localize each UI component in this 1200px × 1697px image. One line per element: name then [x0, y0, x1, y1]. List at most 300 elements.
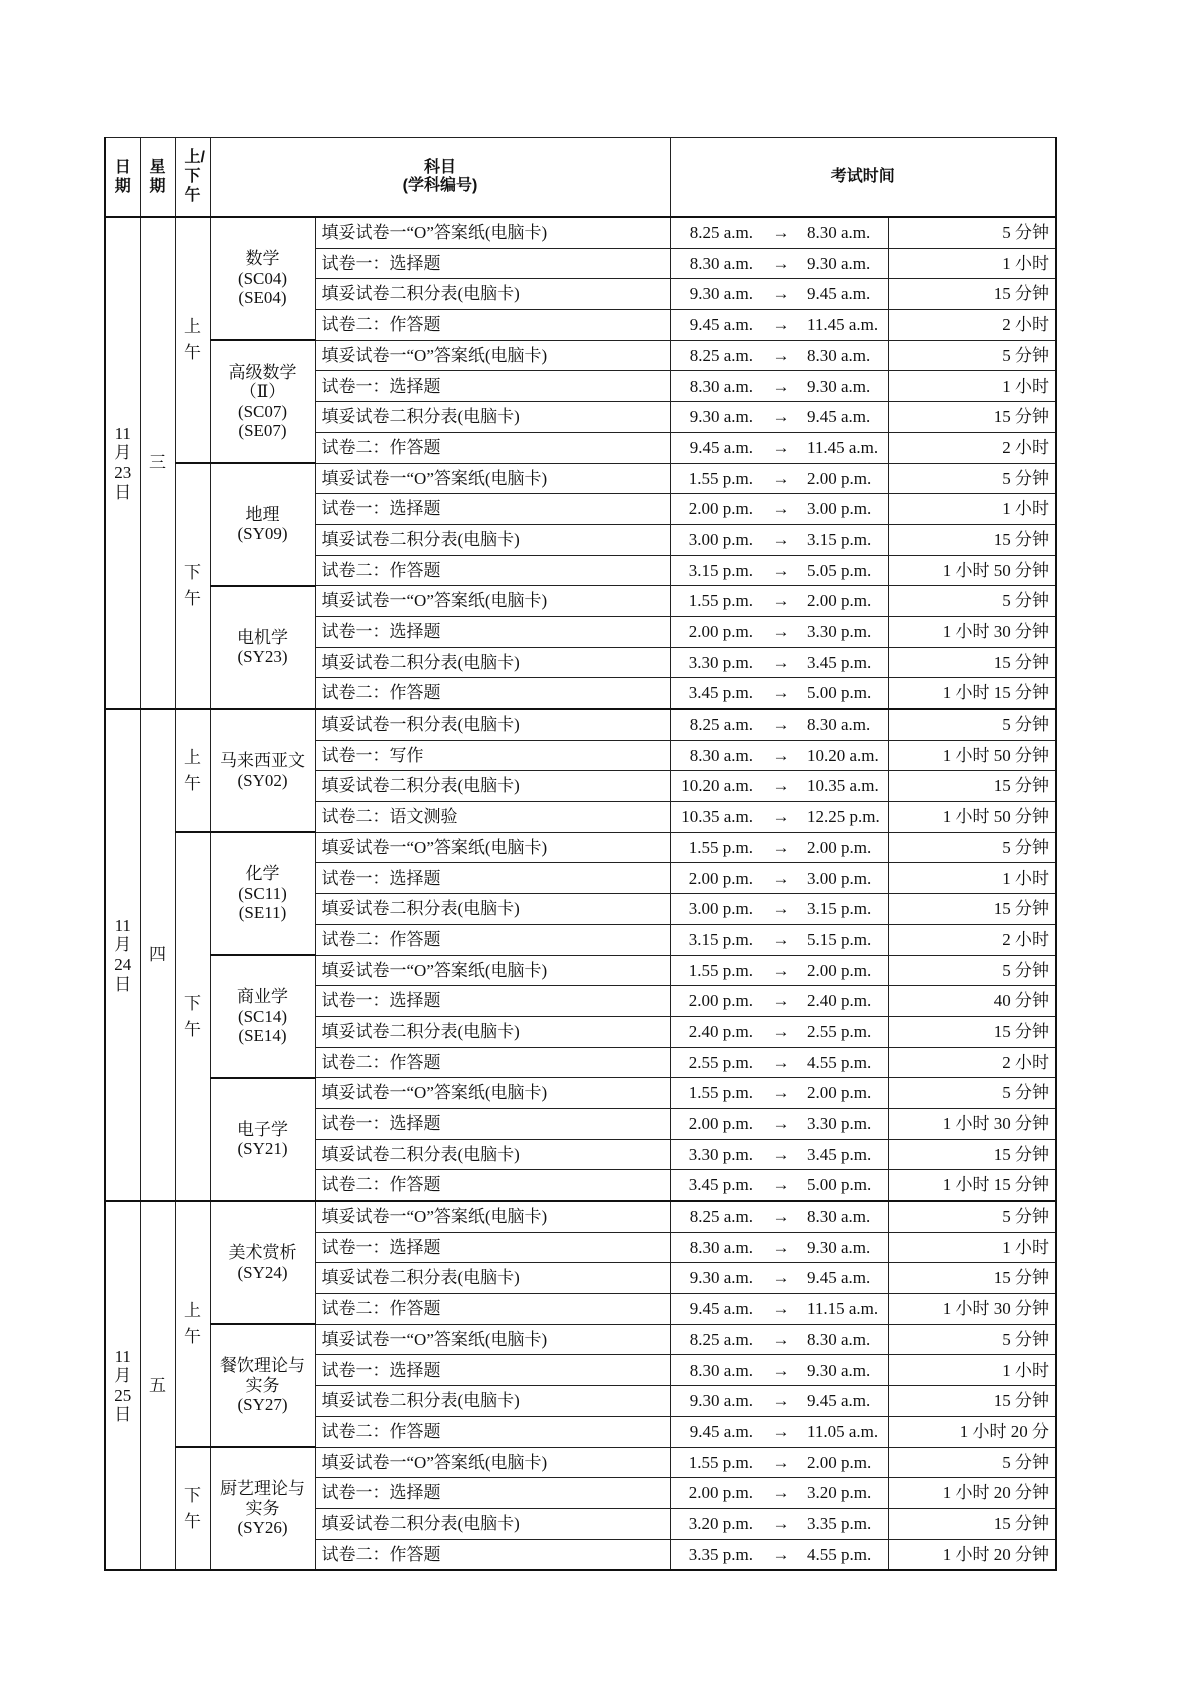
subject-cell-line: 实务	[245, 1375, 280, 1395]
arrow-icon: →	[763, 1201, 799, 1232]
exam-item: 试卷一：选择题	[315, 863, 670, 894]
duration: 1 小时 30 分钟	[888, 616, 1056, 647]
date-cell-line: 日	[114, 482, 132, 502]
end-time: 3.35 p.m.	[799, 1508, 888, 1539]
date-cell-line: 日	[114, 1405, 132, 1425]
start-time: 2.00 p.m.	[670, 494, 763, 525]
weekday-cell-text: 三	[149, 453, 166, 472]
date-cell-line: 24	[114, 955, 132, 974]
start-time: 3.45 p.m.	[670, 678, 763, 709]
end-time: 8.30 a.m.	[799, 217, 888, 248]
subject-cell-line: 高级数学	[228, 362, 297, 382]
end-time: 9.30 a.m.	[799, 371, 888, 402]
start-time: 8.30 a.m.	[670, 248, 763, 279]
exam-item: 填妥试卷二积分表(电脑卡)	[315, 647, 670, 678]
weekday-cell	[140, 709, 175, 1201]
duration: 5 分钟	[888, 1201, 1056, 1232]
duration: 5 分钟	[888, 1324, 1056, 1355]
session-cell	[175, 463, 210, 709]
date-cell-line: 25	[114, 1385, 132, 1405]
subject-cell-line: (SY09)	[237, 524, 288, 544]
table-row	[105, 709, 1056, 740]
end-time: 8.30 a.m.	[799, 340, 888, 371]
end-time: 8.30 a.m.	[799, 709, 888, 740]
exam-item: 试卷二：作答题	[315, 1170, 670, 1201]
end-time: 2.00 p.m.	[799, 1447, 888, 1478]
arrow-icon: →	[763, 1263, 799, 1294]
subject-cell-line: （Ⅱ）	[239, 382, 286, 402]
subject-cell-line: 美术赏析	[228, 1243, 297, 1263]
exam-item: 试卷一：选择题	[315, 494, 670, 525]
duration: 15 分钟	[888, 1139, 1056, 1170]
start-time: 3.35 p.m.	[670, 1539, 763, 1570]
exam-item: 填妥试卷二积分表(电脑卡)	[315, 1386, 670, 1417]
subject-cell-line: (SC11)	[238, 883, 287, 903]
table-row	[105, 1447, 1056, 1478]
subject-cell-line: 电子学	[237, 1119, 288, 1139]
table-body	[105, 217, 1056, 1570]
subject-cell-line: (SY02)	[237, 770, 288, 790]
start-time: 10.35 a.m.	[670, 802, 763, 833]
exam-item: 填妥试卷一“O”答案纸(电脑卡)	[315, 955, 670, 986]
header-date: 日期	[105, 138, 140, 218]
end-time: 9.30 a.m.	[799, 1232, 888, 1263]
arrow-icon: →	[763, 1232, 799, 1263]
start-time: 1.55 p.m.	[670, 1078, 763, 1109]
exam-item: 试卷二：作答题	[315, 1294, 670, 1325]
duration: 40 分钟	[888, 986, 1056, 1017]
arrow-icon: →	[763, 371, 799, 402]
arrow-icon: →	[763, 1078, 799, 1109]
duration: 2 小时	[888, 310, 1056, 341]
arrow-icon: →	[763, 217, 799, 248]
exam-item: 填妥试卷二积分表(电脑卡)	[315, 402, 670, 433]
duration: 15 分钟	[888, 524, 1056, 555]
end-time: 2.00 p.m.	[799, 955, 888, 986]
start-time: 9.45 a.m.	[670, 310, 763, 341]
arrow-icon: →	[763, 832, 799, 863]
table-row	[105, 217, 1056, 248]
arrow-icon: →	[763, 1170, 799, 1201]
duration: 1 小时 20 分	[888, 1416, 1056, 1447]
session-cell-text: 上午	[184, 1301, 201, 1346]
end-time: 5.15 p.m.	[799, 924, 888, 955]
arrow-icon: →	[763, 771, 799, 802]
duration: 1 小时	[888, 248, 1056, 279]
arrow-icon: →	[763, 432, 799, 463]
subject-cell-line: (SC07)	[237, 401, 288, 421]
table-row	[105, 1078, 1056, 1109]
arrow-icon: →	[763, 463, 799, 494]
subject-cell-line: (SE14)	[238, 1026, 287, 1046]
start-time: 1.55 p.m.	[670, 1447, 763, 1478]
session-cell-text: 下午	[184, 563, 201, 608]
arrow-icon: →	[763, 1508, 799, 1539]
table-header	[105, 138, 1056, 218]
arrow-icon: →	[763, 402, 799, 433]
end-time: 3.00 p.m.	[799, 863, 888, 894]
duration: 15 分钟	[888, 402, 1056, 433]
end-time: 3.45 p.m.	[799, 1139, 888, 1170]
exam-item: 试卷二：作答题	[315, 310, 670, 341]
subject-cell	[210, 586, 315, 709]
arrow-icon: →	[763, 310, 799, 341]
subject-cell-line: (SE04)	[238, 288, 287, 308]
subject-cell	[210, 1201, 315, 1324]
end-time: 10.20 a.m.	[799, 740, 888, 771]
arrow-icon: →	[763, 555, 799, 586]
start-time: 1.55 p.m.	[670, 832, 763, 863]
subject-cell-line: (SY27)	[237, 1395, 288, 1415]
end-time: 3.20 p.m.	[799, 1478, 888, 1509]
table-row	[105, 1201, 1056, 1232]
subject-cell	[210, 709, 315, 832]
session-cell	[175, 832, 210, 1201]
exam-item: 试卷二：作答题	[315, 1416, 670, 1447]
subject-cell-line: 电机学	[237, 627, 288, 647]
subject-cell-line: 厨艺理论与	[220, 1479, 305, 1499]
exam-item: 填妥试卷一“O”答案纸(电脑卡)	[315, 1324, 670, 1355]
end-time: 2.00 p.m.	[799, 832, 888, 863]
end-time: 3.30 p.m.	[799, 1108, 888, 1139]
start-time: 2.00 p.m.	[670, 1108, 763, 1139]
weekday-cell	[140, 1201, 175, 1570]
arrow-icon: →	[763, 647, 799, 678]
end-time: 9.45 a.m.	[799, 279, 888, 310]
duration: 1 小时	[888, 371, 1056, 402]
start-time: 9.30 a.m.	[670, 402, 763, 433]
start-time: 1.55 p.m.	[670, 955, 763, 986]
session-cell-text: 下午	[184, 993, 201, 1039]
start-time: 9.30 a.m.	[670, 279, 763, 310]
exam-item: 填妥试卷一“O”答案纸(电脑卡)	[315, 586, 670, 617]
subject-cell	[210, 832, 315, 955]
start-time: 8.25 a.m.	[670, 709, 763, 740]
header-subject-line1: 科目	[424, 158, 457, 176]
date-cell-line: 月	[114, 935, 132, 955]
arrow-icon: →	[763, 586, 799, 617]
arrow-icon: →	[763, 924, 799, 955]
subject-cell-line: 化学	[245, 864, 280, 884]
subject-cell-line: (SY21)	[237, 1139, 288, 1159]
header-subject	[210, 138, 670, 218]
date-cell	[105, 709, 140, 1201]
end-time: 9.45 a.m.	[799, 1386, 888, 1417]
end-time: 11.45 a.m.	[799, 432, 888, 463]
exam-item: 填妥试卷一“O”答案纸(电脑卡)	[315, 1447, 670, 1478]
subject-cell-line: (SC04)	[237, 268, 288, 288]
end-time: 8.30 a.m.	[799, 1201, 888, 1232]
subject-cell	[210, 217, 315, 340]
end-time: 3.30 p.m.	[799, 616, 888, 647]
arrow-icon: →	[763, 1355, 799, 1386]
duration: 2 小时	[888, 432, 1056, 463]
exam-item: 填妥试卷一“O”答案纸(电脑卡)	[315, 217, 670, 248]
subject-cell	[210, 340, 315, 463]
duration: 15 分钟	[888, 894, 1056, 925]
exam-item: 试卷一：选择题	[315, 1478, 670, 1509]
weekday-cell-text: 四	[149, 945, 166, 964]
arrow-icon: →	[763, 1108, 799, 1139]
subject-cell-line: 商业学	[237, 987, 288, 1007]
start-time: 8.30 a.m.	[670, 371, 763, 402]
duration: 5 分钟	[888, 463, 1056, 494]
arrow-icon: →	[763, 1478, 799, 1509]
end-time: 8.30 a.m.	[799, 1324, 888, 1355]
date-cell	[105, 217, 140, 709]
subject-cell	[210, 955, 315, 1078]
duration: 1 小时 20 分钟	[888, 1478, 1056, 1509]
duration: 1 小时 30 分钟	[888, 1108, 1056, 1139]
arrow-icon: →	[763, 1539, 799, 1570]
exam-item: 填妥试卷二积分表(电脑卡)	[315, 771, 670, 802]
subject-cell	[210, 1078, 315, 1201]
exam-item: 试卷一：选择题	[315, 371, 670, 402]
exam-item: 填妥试卷一“O”答案纸(电脑卡)	[315, 1078, 670, 1109]
session-cell	[175, 1201, 210, 1447]
session-cell	[175, 709, 210, 832]
start-time: 3.00 p.m.	[670, 894, 763, 925]
end-time: 9.45 a.m.	[799, 1263, 888, 1294]
arrow-icon: →	[763, 1416, 799, 1447]
start-time: 3.15 p.m.	[670, 924, 763, 955]
end-time: 9.30 a.m.	[799, 1355, 888, 1386]
end-time: 3.45 p.m.	[799, 647, 888, 678]
duration: 5 分钟	[888, 586, 1056, 617]
start-time: 10.20 a.m.	[670, 771, 763, 802]
table-row	[105, 832, 1056, 863]
duration: 5 分钟	[888, 709, 1056, 740]
arrow-icon: →	[763, 1047, 799, 1078]
subject-cell-line: 地理	[245, 504, 280, 524]
start-time: 9.45 a.m.	[670, 1416, 763, 1447]
arrow-icon: →	[763, 709, 799, 740]
end-time: 11.05 a.m.	[799, 1416, 888, 1447]
duration: 15 分钟	[888, 771, 1056, 802]
date-cell-line: 11	[114, 1346, 131, 1366]
start-time: 3.00 p.m.	[670, 524, 763, 555]
arrow-icon: →	[763, 494, 799, 525]
arrow-icon: →	[763, 340, 799, 371]
table-row	[105, 1324, 1056, 1355]
arrow-icon: →	[763, 616, 799, 647]
end-time: 2.40 p.m.	[799, 986, 888, 1017]
exam-item: 试卷一：选择题	[315, 1108, 670, 1139]
header-subject-line2: (学科编号)	[402, 177, 478, 194]
table-row	[105, 463, 1056, 494]
table-row	[105, 955, 1056, 986]
exam-item: 填妥试卷一“O”答案纸(电脑卡)	[315, 463, 670, 494]
start-time: 3.45 p.m.	[670, 1170, 763, 1201]
end-time: 2.00 p.m.	[799, 1078, 888, 1109]
start-time: 3.30 p.m.	[670, 647, 763, 678]
end-time: 5.00 p.m.	[799, 678, 888, 709]
exam-item: 填妥试卷二积分表(电脑卡)	[315, 1508, 670, 1539]
end-time: 3.15 p.m.	[799, 524, 888, 555]
start-time: 9.30 a.m.	[670, 1386, 763, 1417]
arrow-icon: →	[763, 1294, 799, 1325]
date-cell-line: 11	[114, 423, 131, 443]
exam-item: 试卷二：语文测验	[315, 802, 670, 833]
date-cell-line: 日	[114, 974, 132, 994]
session-cell	[175, 1447, 210, 1570]
duration: 15 分钟	[888, 1263, 1056, 1294]
end-time: 12.25 p.m.	[799, 802, 888, 833]
duration: 1 小时	[888, 1355, 1056, 1386]
exam-item: 试卷二：作答题	[315, 924, 670, 955]
start-time: 2.55 p.m.	[670, 1047, 763, 1078]
arrow-icon: →	[763, 986, 799, 1017]
subject-cell-line: (SC14)	[237, 1006, 288, 1026]
exam-item: 填妥试卷一积分表(电脑卡)	[315, 709, 670, 740]
start-time: 8.30 a.m.	[670, 740, 763, 771]
arrow-icon: →	[763, 863, 799, 894]
arrow-icon: →	[763, 279, 799, 310]
duration: 5 分钟	[888, 217, 1056, 248]
end-time: 9.45 a.m.	[799, 402, 888, 433]
end-time: 3.15 p.m.	[799, 894, 888, 925]
header-weekday: 星期	[140, 138, 175, 218]
arrow-icon: →	[763, 740, 799, 771]
duration: 15 分钟	[888, 279, 1056, 310]
exam-item: 试卷一：选择题	[315, 616, 670, 647]
session-cell-text: 上午	[184, 317, 201, 362]
exam-item: 试卷二：作答题	[315, 678, 670, 709]
duration: 5 分钟	[888, 955, 1056, 986]
duration: 5 分钟	[888, 832, 1056, 863]
start-time: 2.00 p.m.	[670, 616, 763, 647]
start-time: 2.00 p.m.	[670, 1478, 763, 1509]
exam-item: 填妥试卷二积分表(电脑卡)	[315, 279, 670, 310]
start-time: 2.40 p.m.	[670, 1016, 763, 1047]
subject-cell-line: (SE11)	[238, 903, 287, 923]
end-time: 11.15 a.m.	[799, 1294, 888, 1325]
end-time: 2.00 p.m.	[799, 463, 888, 494]
arrow-icon: →	[763, 678, 799, 709]
duration: 1 小时 15 分钟	[888, 1170, 1056, 1201]
duration: 5 分钟	[888, 1078, 1056, 1109]
exam-item: 试卷一：写作	[315, 740, 670, 771]
table-row	[105, 586, 1056, 617]
subject-cell-line: (SY26)	[237, 1518, 288, 1538]
arrow-icon: →	[763, 1386, 799, 1417]
exam-item: 填妥试卷二积分表(电脑卡)	[315, 1139, 670, 1170]
duration: 2 小时	[888, 1047, 1056, 1078]
header-exam-time: 考试时间	[670, 138, 1056, 218]
exam-item: 试卷二：作答题	[315, 432, 670, 463]
exam-item: 填妥试卷二积分表(电脑卡)	[315, 524, 670, 555]
duration: 15 分钟	[888, 1016, 1056, 1047]
date-cell-line: 月	[114, 1366, 132, 1386]
start-time: 8.25 a.m.	[670, 1201, 763, 1232]
end-time: 10.35 a.m.	[799, 771, 888, 802]
exam-item: 试卷一：选择题	[315, 248, 670, 279]
subject-cell	[210, 463, 315, 586]
duration: 1 小时 20 分钟	[888, 1539, 1056, 1570]
start-time: 2.00 p.m.	[670, 863, 763, 894]
start-time: 9.45 a.m.	[670, 1294, 763, 1325]
duration: 1 小时 30 分钟	[888, 1294, 1056, 1325]
subject-cell-line: (SY24)	[237, 1262, 288, 1282]
exam-item: 试卷一：选择题	[315, 1355, 670, 1386]
start-time: 1.55 p.m.	[670, 586, 763, 617]
duration: 1 小时	[888, 863, 1056, 894]
exam-item: 试卷二：作答题	[315, 1047, 670, 1078]
duration: 1 小时	[888, 1232, 1056, 1263]
end-time: 9.30 a.m.	[799, 248, 888, 279]
duration: 15 分钟	[888, 1386, 1056, 1417]
exam-item: 试卷一：选择题	[315, 986, 670, 1017]
start-time: 8.25 a.m.	[670, 340, 763, 371]
subject-cell-line: (SE07)	[238, 421, 287, 441]
duration: 5 分钟	[888, 1447, 1056, 1478]
duration: 2 小时	[888, 924, 1056, 955]
subject-cell	[210, 1447, 315, 1570]
duration: 1 小时 15 分钟	[888, 678, 1056, 709]
arrow-icon: →	[763, 1016, 799, 1047]
subject-cell-line: 马来西亚文	[220, 751, 305, 771]
exam-item: 填妥试卷二积分表(电脑卡)	[315, 1016, 670, 1047]
duration: 15 分钟	[888, 1508, 1056, 1539]
date-cell-line: 月	[114, 443, 132, 463]
date-cell	[105, 1201, 140, 1570]
subject-cell-line: (SY23)	[237, 647, 288, 667]
end-time: 4.55 p.m.	[799, 1539, 888, 1570]
start-time: 3.15 p.m.	[670, 555, 763, 586]
end-time: 4.55 p.m.	[799, 1047, 888, 1078]
arrow-icon: →	[763, 524, 799, 555]
session-cell-text: 下午	[184, 1485, 201, 1531]
duration: 1 小时 50 分钟	[888, 802, 1056, 833]
start-time: 8.30 a.m.	[670, 1355, 763, 1386]
arrow-icon: →	[763, 1139, 799, 1170]
arrow-icon: →	[763, 894, 799, 925]
end-time: 5.00 p.m.	[799, 1170, 888, 1201]
arrow-icon: →	[763, 1447, 799, 1478]
subject-cell-line: 餐饮理论与	[220, 1356, 305, 1376]
exam-item: 填妥试卷二积分表(电脑卡)	[315, 894, 670, 925]
arrow-icon: →	[763, 802, 799, 833]
exam-schedule-table	[104, 137, 1057, 1571]
end-time: 5.05 p.m.	[799, 555, 888, 586]
duration: 1 小时	[888, 494, 1056, 525]
start-time: 1.55 p.m.	[670, 463, 763, 494]
exam-item: 填妥试卷一“O”答案纸(电脑卡)	[315, 832, 670, 863]
subject-cell-line: 数学	[245, 249, 280, 269]
start-time: 8.25 a.m.	[670, 217, 763, 248]
start-time: 9.30 a.m.	[670, 1263, 763, 1294]
date-cell-line: 23	[114, 463, 132, 482]
exam-item: 填妥试卷一“O”答案纸(电脑卡)	[315, 340, 670, 371]
subject-cell	[210, 1324, 315, 1447]
end-time: 11.45 a.m.	[799, 310, 888, 341]
start-time: 2.00 p.m.	[670, 986, 763, 1017]
weekday-cell-text: 五	[149, 1375, 166, 1395]
duration: 1 小时 50 分钟	[888, 555, 1056, 586]
start-time: 9.45 a.m.	[670, 432, 763, 463]
start-time: 8.25 a.m.	[670, 1324, 763, 1355]
start-time: 3.30 p.m.	[670, 1139, 763, 1170]
start-time: 3.20 p.m.	[670, 1508, 763, 1539]
end-time: 2.00 p.m.	[799, 586, 888, 617]
session-cell-text: 上午	[184, 747, 201, 793]
table-row	[105, 340, 1056, 371]
arrow-icon: →	[763, 955, 799, 986]
weekday-cell	[140, 217, 175, 709]
subject-cell-line: 实务	[245, 1498, 280, 1518]
duration: 5 分钟	[888, 340, 1056, 371]
exam-item: 试卷一：选择题	[315, 1232, 670, 1263]
